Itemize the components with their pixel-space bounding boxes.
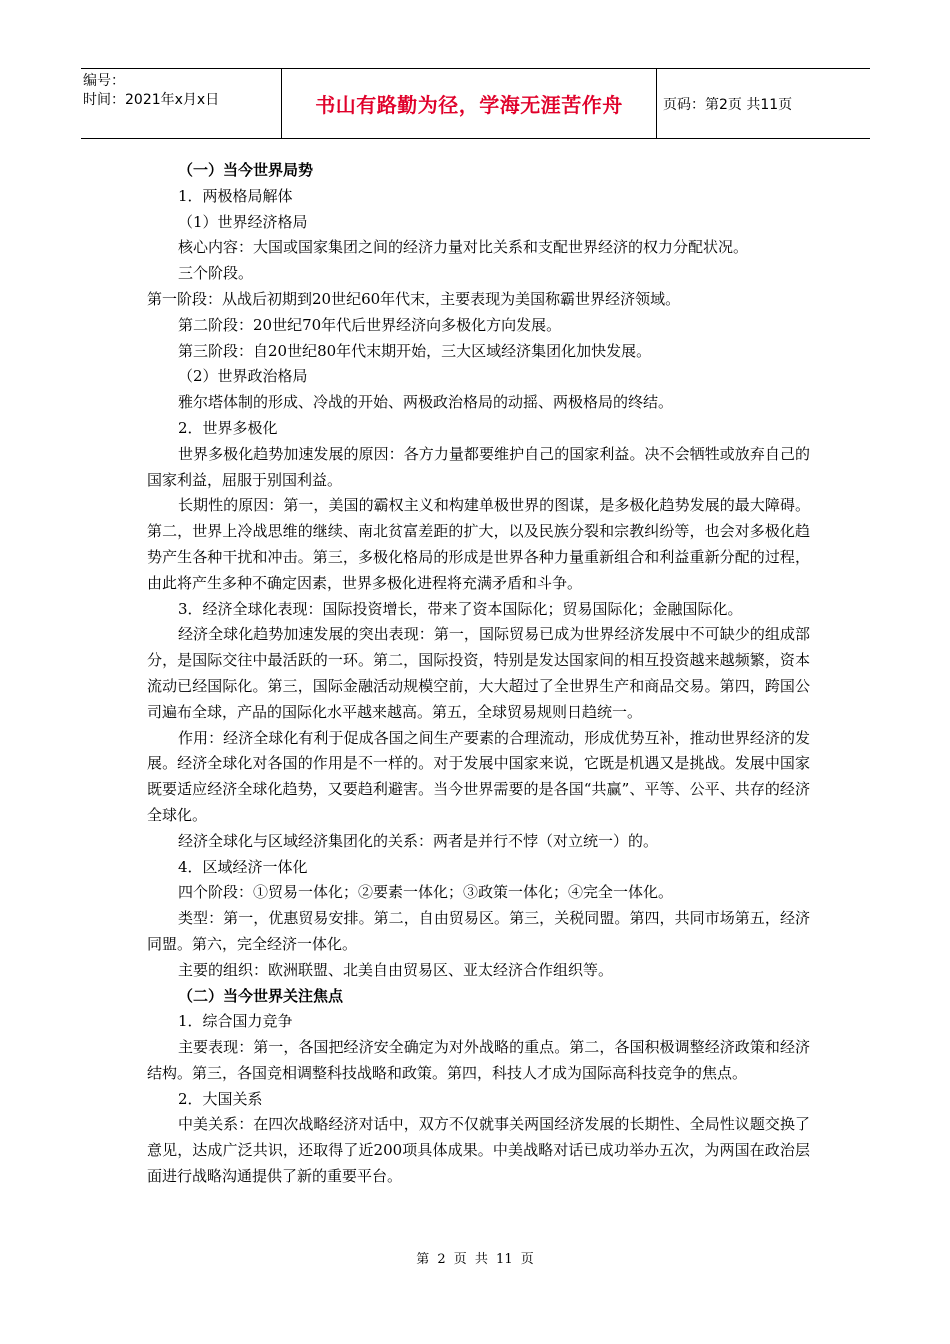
subheading-multipolarization: 2．世界多极化 [178,418,278,437]
header-motto: 书山有路勤为径，学海无涯苦作舟 [282,69,657,138]
page-footer: 第 2 页 共 11 页 [416,1252,534,1267]
document-number-label: 编号： [83,73,125,89]
paragraph: 核心内容：大国或国家集团之间的经济力量对比关系和支配世界经济的权力分配状况。 [178,238,749,257]
paragraph: 第一阶段：从战后初期到20世纪60年代末，主要表现为美国称霸世界经济领域。 [147,289,681,308]
paragraph: 中美关系：在四次战略经济对话中，双方不仅就事关两国经济发展的长期性、全局性议题交换了意见，达成广泛共识，还取得了近200项具体成果。中美战略对话已成功举办五次，为两国在政治层面进行战略沟通提供了新的重要平台。 [147,1115,810,1186]
paragraph: 经济全球化与区域经济集团化的关系：两者是并行不悖（对立统一）的。 [178,831,659,850]
subheading-major-power-relations: 2．大国关系 [178,1089,263,1108]
date-label: 时间：2021年x月x日 [83,92,220,108]
paragraph: 第三阶段：自20世纪80年代末期开始，三大区域经济集团化加快发展。 [178,341,652,360]
paragraph: 世界多极化趋势加速发展的原因：各方力量都要维护自己的国家利益。决不会牺牲或放弃自己的国家利益，屈服于别国利益。 [147,444,810,489]
subheading-regional-integration: 4．区域经济一体化 [178,857,308,876]
paragraph: 长期性的原因：第一，美国的霸权主义和构建单极世界的图谋，是多极化趋势发展的最大障碍。第二，世界上冷战思维的继续、南北贫富差距的扩大，以及民族分裂和宗教纠纷等，也会对多极化趋势产生各种干扰和冲击。第三，多极化格局的形成是世界各种力量重新组合和利益重新分配的过程，由此将产生多种不确定因素，世界多极化进程将充满矛盾和斗争。 [147,496,810,592]
paragraph: 经济全球化趋势加速发展的突出表现：第一，国际贸易已成为世界经济发展中不可缺少的组成部分，是国际交往中最活跃的一环。第二，国际投资，特别是发达国家间的相互投资越来越频繁，资本流动已经国际化。第三，国际金融活动规模空前，大大超过了全世界生产和商品交易。第四，跨国公司遍布全球，产品的国际化水平越来越高。第五，全球贸易规则日趋统一。 [147,625,810,721]
paragraph: 作用：经济全球化有利于促成各国之间生产要素的合理流动，形成优势互补，推动世界经济的发展。经济全球化对各国的作用是不一样的。对于发展中国家来说，它既是机遇又是挑战。发展中国家既要适应经济全球化趋势，又要趋利避害。当今世界需要的是各国“共赢”、平等、公平、共存的经济全球化。 [147,728,810,824]
paragraph: 主要的组织：欧洲联盟、北美自由贸易区、亚太经济合作组织等。 [178,960,614,979]
paragraph: 主要表现：第一，各国把经济安全确定为对外战略的重点。第二，各国积极调整经济政策和经济结构。第三，各国竞相调整科技战略和政策。第四，科技人才成为国际高科技竞争的焦点。 [147,1038,810,1082]
page-header [81,68,870,139]
document-body [147,158,810,1190]
subheading-political-pattern: （2）世界政治格局 [178,367,308,386]
paragraph: 第二阶段：20世纪70年代后世界经济向多极化方向发展。 [178,315,562,334]
subheading-globalization: 3．经济全球化表现：国际投资增长，带来了资本国际化；贸易国际化；金融国际化。 [178,599,743,618]
paragraph: 类型：第一，优惠贸易安排。第二，自由贸易区。第三，关税同盟。第四，共同市场第五，经济同盟。第六，完全经济一体化。 [147,909,810,953]
section-heading-world-focus: （二）当今世界关注焦点 [178,986,344,1005]
subheading-economic-pattern: （1）世界经济格局 [178,212,308,231]
header-info [81,69,282,138]
section-heading-world-situation: （一）当今世界局势 [178,161,314,179]
header-page-label: 页码：第2页 共11页 [663,96,793,113]
paragraph: 三个阶段。 [178,264,254,283]
paragraph: 雅尔塔体制的形成、冷战的开始、两极政治格局的动摇、两极格局的终结。 [178,393,674,412]
paragraph: 四个阶段：①贸易一体化；②要素一体化；③政策一体化；④完全一体化。 [178,883,674,902]
subheading-national-power: 1．综合国力竞争 [178,1012,293,1031]
subheading-bipolar-collapse: 1．两极格局解体 [178,186,293,205]
